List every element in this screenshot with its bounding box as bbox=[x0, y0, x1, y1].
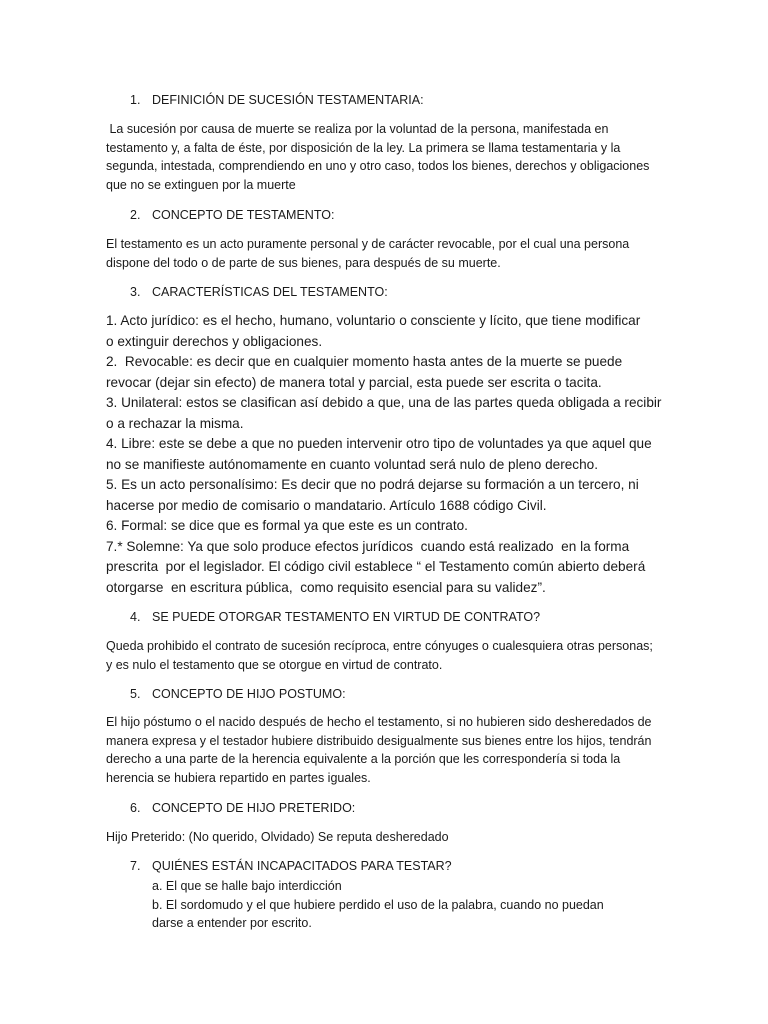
section-body-5 bbox=[106, 713, 666, 788]
body-line: que no se extinguen por la muerte bbox=[106, 178, 296, 193]
body-line: herencia se hubiera repartido en partes iguales. bbox=[106, 771, 371, 786]
section-heading-5 bbox=[130, 685, 346, 703]
list-item: b. El sordomudo y el que hubiere perdido el uso de la palabra, cuando no puedan bbox=[152, 897, 604, 912]
characteristic-line: o a rechazar la misma. bbox=[106, 415, 244, 431]
section-number: 4. bbox=[130, 610, 141, 624]
section-heading-7 bbox=[130, 857, 452, 875]
section-body-1 bbox=[106, 120, 666, 195]
section-number: 2. bbox=[130, 208, 141, 222]
body-line: manera expresa y el testador hubiere distribuido desigualmente sus bienes entre los hijos, tendrán bbox=[106, 733, 652, 748]
section-title: DEFINICIÓN DE SUCESIÓN TESTAMENTARIA: bbox=[152, 93, 424, 107]
section-number: 7. bbox=[130, 859, 141, 873]
characteristic-line: 4. Libre: este se debe a que no pueden intervenir otro tipo de voluntades ya que aquel que bbox=[106, 436, 652, 451]
section-title: CARACTERÍSTICAS DEL TESTAMENTO: bbox=[152, 285, 388, 299]
section-title: CONCEPTO DE HIJO PRETERIDO: bbox=[152, 801, 356, 815]
characteristic-line: prescrita por el legislador. El código civil establece “ el Testamento común abierto deberá bbox=[106, 559, 646, 574]
list-item: darse a entender por escrito. bbox=[152, 916, 312, 930]
section-title: SE PUEDE OTORGAR TESTAMENTO EN VIRTUD DE CONTRATO? bbox=[152, 610, 541, 624]
section-body-3 bbox=[106, 311, 668, 598]
characteristic-line: 2. Revocable: es decir que en cualquier momento hasta antes de la muerte se puede bbox=[106, 354, 623, 369]
body-line: Hijo Preterido: (No querido, Olvidado) Se reputa desheredado bbox=[106, 830, 449, 844]
characteristic-line: 1. Acto jurídico: es el hecho, humano, voluntario o consciente y lícito, que tiene modificar bbox=[106, 313, 641, 328]
section-title: QUIÉNES ESTÁN INCAPACITADOS PARA TESTAR? bbox=[152, 859, 452, 873]
body-line: y es nulo el testamento que se otorgue en virtud de contrato. bbox=[106, 657, 443, 672]
section-heading-3 bbox=[130, 283, 388, 301]
section-body-6 bbox=[106, 828, 666, 847]
body-line: La sucesión por causa de muerte se realiza por la voluntad de la persona, manifestada en bbox=[106, 122, 609, 136]
characteristic-line: 3. Unilateral: estos se clasifican así debido a que, una de las partes queda obligada a recibir bbox=[106, 395, 662, 410]
body-line: derecho a una parte de la herencia equivalente a la porción que les correspondería si toda la bbox=[106, 752, 621, 767]
section-number: 1. bbox=[130, 93, 141, 107]
body-line: El hijo póstumo o el nacido después de hecho el testamento, si no hubieren sido desheredados de bbox=[106, 715, 652, 729]
characteristic-line: otorgarse en escritura pública, como requisito esencial para su validez”. bbox=[106, 579, 546, 595]
section-title: CONCEPTO DE HIJO POSTUMO: bbox=[152, 687, 346, 701]
characteristic-line: o extinguir derechos y obligaciones. bbox=[106, 333, 323, 349]
body-line: testamento y, a falta de éste, por disposición de la ley. La primera se llama testamentaria y la bbox=[106, 140, 621, 155]
body-line: Queda prohibido el contrato de sucesión recíproca, entre cónyuges o cualesquiera otras personas; bbox=[106, 639, 653, 653]
characteristic-line: hacerse por medio de comisario o mandatario. Artículo 1688 código Civil. bbox=[106, 497, 547, 513]
body-line: segunda, intestada, comprendiendo en uno y otro caso, todos los bienes, derechos y obligaciones bbox=[106, 159, 650, 174]
characteristic-line: 7.* Solemne: Ya que solo produce efectos jurídicos cuando está realizado en la forma bbox=[106, 538, 630, 554]
section-heading-1 bbox=[130, 91, 424, 109]
section-body-7 bbox=[152, 877, 672, 933]
section-body-2 bbox=[106, 235, 666, 272]
section-body-4 bbox=[106, 637, 666, 674]
section-title: CONCEPTO DE TESTAMENTO: bbox=[152, 208, 335, 222]
section-heading-4 bbox=[130, 608, 540, 626]
section-heading-6 bbox=[130, 799, 355, 817]
section-number: 5. bbox=[130, 687, 141, 701]
body-line: El testamento es un acto puramente personal y de carácter revocable, por el cual una persona bbox=[106, 237, 630, 251]
characteristic-line: 5. Es un acto personalísimo: Es decir que no podrá dejarse su formación a un tercero, ni bbox=[106, 477, 639, 492]
list-item: a. El que se halle bajo interdicción bbox=[152, 879, 342, 893]
characteristic-line: 6. Formal: se dice que es formal ya que este es un contrato. bbox=[106, 518, 468, 533]
characteristic-line: no se manifieste autónomamente en cuanto voluntad será nulo de pleno derecho. bbox=[106, 456, 598, 472]
section-number: 3. bbox=[130, 285, 141, 299]
section-number: 6. bbox=[130, 801, 141, 815]
body-line: dispone del todo o de parte de sus bienes, para después de su muerte. bbox=[106, 255, 501, 270]
section-heading-2 bbox=[130, 206, 334, 224]
characteristic-line: revocar (dejar sin efecto) de manera total y parcial, esta puede ser escrita o tacita. bbox=[106, 374, 602, 390]
